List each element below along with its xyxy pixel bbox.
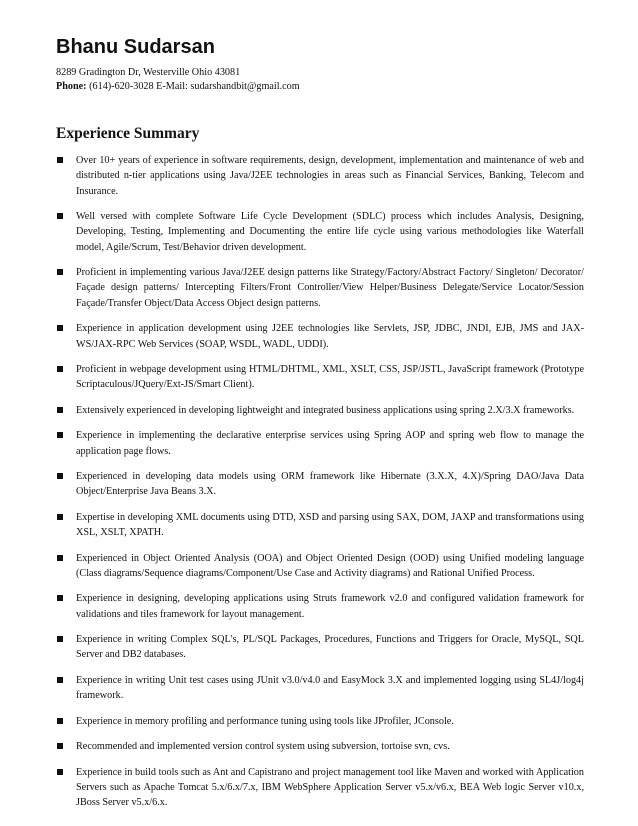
square-bullet-icon xyxy=(57,157,63,163)
summary-item xyxy=(56,428,584,459)
summary-item-text: Proficient in webpage development using HTML/DHTML, XML, XSLT, CSS, JSP/JSTL, JavaScript framework (Prototype Scriptaculous/JQuery/Ext-JS/Smart Client). xyxy=(76,364,584,391)
summary-item xyxy=(56,510,584,541)
summary-item-text: Experienced in Object Oriented Analysis (OOA) and Object Oriented Design (OOD) using Unified modeling language (Class diagrams/Sequence diagrams/Component/Use Case and Activity diagrams) and Rational Unified Process. xyxy=(76,552,584,579)
contact-line xyxy=(56,81,300,92)
summary-item xyxy=(56,765,584,811)
summary-item-text: Experience in designing, developing applications using Struts framework v2.0 and configured validation framework for validations and tiles framework for layout management. xyxy=(76,593,584,620)
summary-item-text: Over 10+ years of experience in software requirements, design, development, implementation and maintenance of web and distributed n-tier applications using Java/J2EE technologies in areas such as Financial Services, Banking, Telecom and Insurance. xyxy=(76,155,584,197)
square-bullet-icon xyxy=(57,366,63,372)
square-bullet-icon xyxy=(57,269,63,275)
summary-item-text: Experience in memory profiling and performance tuning using tools like JProfiler, JConsole. xyxy=(76,715,454,727)
summary-item-text: Recommended and implemented version control system using subversion, tortoise svn, cvs. xyxy=(76,741,450,753)
address-line: 8289 Gradington Dr, Westerville Ohio 43081 xyxy=(56,67,241,78)
square-bullet-icon xyxy=(57,325,63,331)
square-bullet-icon xyxy=(57,636,63,642)
square-bullet-icon xyxy=(57,407,63,413)
summary-item xyxy=(56,362,584,393)
summary-item-text: Well versed with complete Software Life Cycle Development (SDLC) process which includes Analysis, Designing, Developing, Testing, Implementing and Documenting the entire life cycle using various methodologies like Waterfall model, Agile/Scrum, Test/Behavior driven development. xyxy=(76,211,584,253)
candidate-name: Bhanu Sudarsan xyxy=(56,36,215,58)
summary-item xyxy=(56,591,584,622)
square-bullet-icon xyxy=(57,677,63,683)
phone-label: Phone: xyxy=(56,81,87,92)
contact-details: (614)-620-3028 E-Mail: sudarshandbit@gmail.com xyxy=(86,81,300,92)
summary-item xyxy=(56,209,584,255)
square-bullet-icon xyxy=(57,432,63,438)
summary-item xyxy=(56,632,584,663)
summary-item xyxy=(56,469,584,500)
square-bullet-icon xyxy=(57,743,63,749)
summary-item xyxy=(56,403,584,418)
summary-item xyxy=(56,153,584,199)
summary-item-text: Expertise in developing XML documents using DTD, XSD and parsing using SAX, DOM, JAXP and transformations using XSL, XSLT, XPATH. xyxy=(76,511,584,539)
summary-item xyxy=(56,321,584,352)
summary-item-text: Experience in writing Unit test cases using JUnit v3.0/v4.0 and EasyMock 3.X and implemented logging using SL4J/log4j framework. xyxy=(76,674,584,702)
summary-item-text: Experienced in developing data models using ORM framework like Hibernate (3.X.X, 4.X)/Spring DAO/Java Data Object/Enterprise Java Beans 3.X. xyxy=(76,471,584,498)
experience-summary-list xyxy=(56,153,584,821)
square-bullet-icon xyxy=(57,595,63,601)
summary-item xyxy=(56,673,584,704)
summary-item xyxy=(56,714,584,729)
summary-item xyxy=(56,265,584,311)
square-bullet-icon xyxy=(57,213,63,219)
square-bullet-icon xyxy=(57,473,63,479)
summary-item-text: Extensively experienced in developing lightweight and integrated business applications using spring 2.X/3.X frameworks. xyxy=(76,404,575,416)
summary-item-text: Experience in writing Complex SQL's, PL/SQL Packages, Procedures, Functions and Triggers for Oracle, MySQL, SQL Server and DB2 databases. xyxy=(76,634,584,661)
square-bullet-icon xyxy=(57,514,63,520)
square-bullet-icon xyxy=(57,769,63,775)
summary-item-text: Experience in application development using J2EE technologies like Servlets, JSP, JDBC, JNDI, EJB, JMS and JAX-WS/JAX-RPC Web Services (SOAP, WSDL, WADL, UDDI). xyxy=(76,323,584,350)
summary-item xyxy=(56,551,584,582)
section-title-experience-summary: Experience Summary xyxy=(56,125,200,142)
summary-item-text: Experience in implementing the declarative enterprise services using Spring AOP and spring web flow to manage the application page flows. xyxy=(76,430,584,457)
summary-item-text: Experience in build tools such as Ant and Capistrano and project management tool like Maven and worked with Application Servers such as Apache Tomcat 5.x/6.x/7.x, IBM WebSphere Application Server v5.x/v6.x, BEA Web logic Server v10.x, JBoss Server v5.x/6.x. xyxy=(76,766,584,809)
summary-item xyxy=(56,739,584,754)
square-bullet-icon xyxy=(57,555,63,561)
summary-item-text: Proficient in implementing various Java/J2EE design patterns like Strategy/Factory/Abstract Factory/ Singleton/ Decorator/ Façade design patterns/ Intercepting Filters/Front Controller/View Helper/Business Delegate/Service Locator/Session Façade/Transfer Object/Data Access Object design patterns. xyxy=(76,267,584,309)
square-bullet-icon xyxy=(57,718,63,724)
